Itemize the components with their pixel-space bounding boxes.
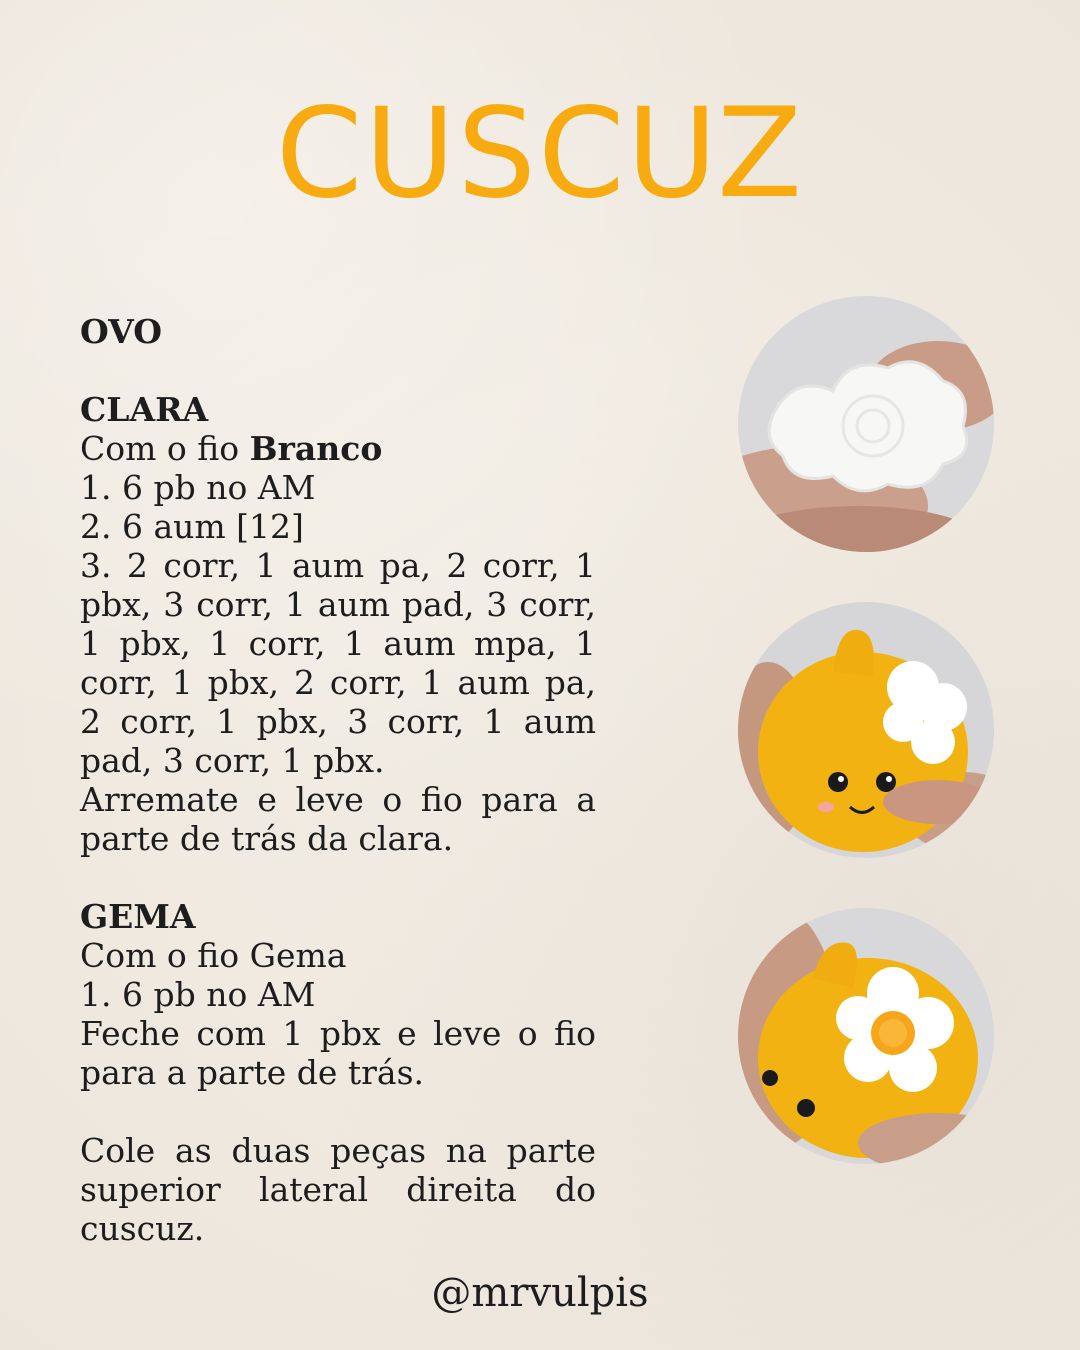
pattern-text [80,312,596,1248]
clara-yarn-line [80,429,596,468]
clara-step: 3. 2 corr, 1 aum pa, 2 corr, 1 pbx, 3 corr, 1 aum pad, 3 corr, 1 pbx, 1 corr, 1 aum mpa, 1 corr, 1 pbx, 2 corr, 1 aum pa, 2 corr, 1 pbx, 3 corr, 1 aum pad, 3 corr, 1 pbx. [80,546,596,780]
gema-yarn-line: Com o fio Gema [80,936,347,975]
photo-cuscuz-egg [738,908,994,1164]
author-handle: @mrvulpis [431,1270,649,1316]
clara-step: 1. 6 pb no AM [80,468,316,507]
gema-heading: GEMA [80,897,196,936]
clara-yarn-prefix: Com o fio [80,429,250,468]
clara-yarn-color: Branco [249,429,383,468]
gema-step: Feche com 1 pbx e leve o fio para a parte de trás. [80,1014,596,1092]
photo-egg-white [738,296,994,552]
photo-cuscuz-face [738,602,994,858]
page-title: CUSCUZ [275,82,805,226]
clara-step: 2. 6 aum [12] [80,507,304,546]
section-title: OVO [80,312,162,351]
clara-heading: CLARA [80,390,209,429]
gema-step: 1. 6 pb no AM [80,975,316,1014]
clara-step: Arremate e leve o fio para a parte de trás da clara. [80,780,596,858]
final-note: Cole as duas peças na parte superior lateral direita do cuscuz. [80,1131,596,1248]
